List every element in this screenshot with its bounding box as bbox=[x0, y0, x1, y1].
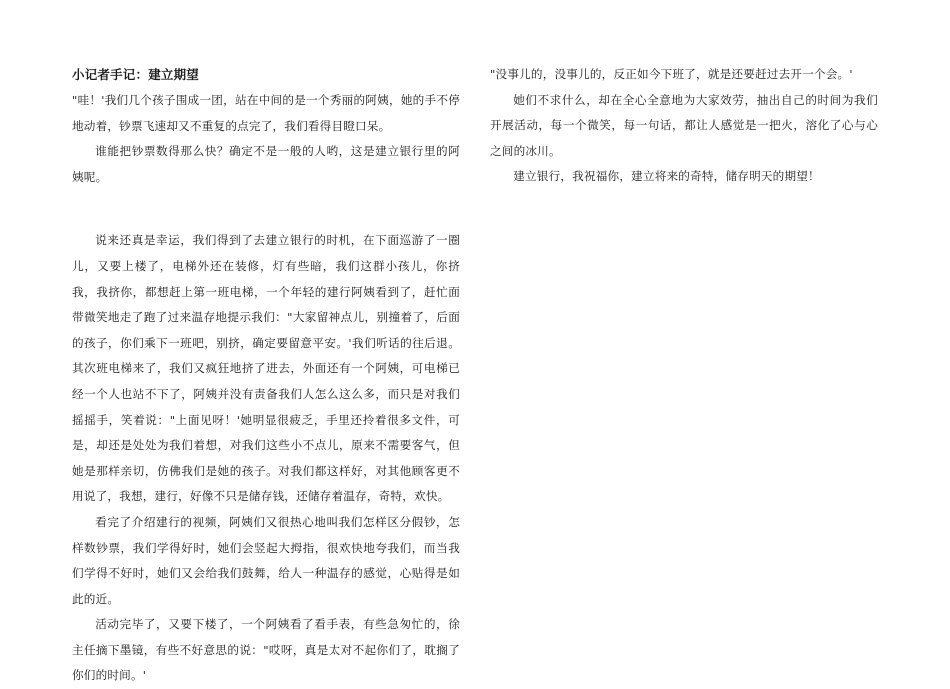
right-column bbox=[490, 62, 878, 190]
left-column bbox=[72, 62, 460, 689]
paragraph-question: 谁能把钞票数得那么快？确定不是一般的人哟，这是建立银行里的阿姨呢。 bbox=[72, 144, 460, 184]
paragraph-opening: "哇！'我们几个孩子围成一团，站在中间的是一个秀丽的阿姨，她的手不停地动着，钞票飞速却又不重复的点完了，我们看得目瞪口呆。 bbox=[72, 93, 460, 133]
article-title: 小记者手记：建立期望 bbox=[72, 67, 200, 82]
paragraph-wish: 建立银行，我祝福你，建立将来的奇特，储存明天的期望！ bbox=[513, 169, 820, 184]
paragraph-service: 她们不求什么，却在全心全意地为大家效劳，抽出自己的时间为我们开展活动，每一个微笑，每一句话，都让人感觉是一把火，溶化了心与心之间的冰川。 bbox=[490, 92, 878, 158]
paragraph-gap bbox=[72, 190, 460, 228]
paragraph-ending: 活动完毕了，又要下楼了，一个阿姨看了看手表，有些急匆忙的，徐主任摘下墨镜，有些不好意思的说："哎呀，真是太对不起你们了，耽搁了你们的时间。' bbox=[72, 617, 460, 683]
paragraph-elevator: 说来还真是幸运，我们得到了去建立银行的时机，在下面巡游了一圈儿，又要上楼了，电梯外还在装修，灯有些暗，我们这群小孩儿，你挤我，我挤你，都想赶上第一班电梯，一个年轻的建行阿姨看到了，赶忙面带微笑地走了跑了过来温存地提示我们："大家留神点儿，别撞着了，后面的孩子，你们乘下一班吧，别挤，确定要留意平安。'我们听话的往后退。其次班电梯来了，我们又疯狂地挤了进去，外面还有一个阿姨，可电梯已经一个人也站不下了，阿姨并没有责备我们人怎么这么多，而只是对我们摇摇手，笑着说："上面见呀！'她明显很疲乏，手里还拎着很多文件，可是，却还是处处为我们着想，对我们这些小不点儿，原来不需要客气，但她是那样亲切，仿佛我们是她的孩子。对我们都这样好，对其他顾客更不用说了，我想，建行，好像不只是储存钱，还储存着温存，奇特，欢快。 bbox=[72, 233, 460, 504]
paragraph-reply: "没事儿的，没事儿的，反正如今下班了，就是还要赶过去开一个会。' bbox=[490, 67, 853, 81]
paragraph-video: 看完了介绍建行的视频，阿姨们又很热心地叫我们怎样区分假钞，怎样数钞票，我们学得好时，她们会竖起大拇指，很欢快地夸我们，而当我们学得不好时，她们又会给我们鼓舞，给人一种温存的感觉，心贴得是如此的近。 bbox=[72, 514, 460, 606]
